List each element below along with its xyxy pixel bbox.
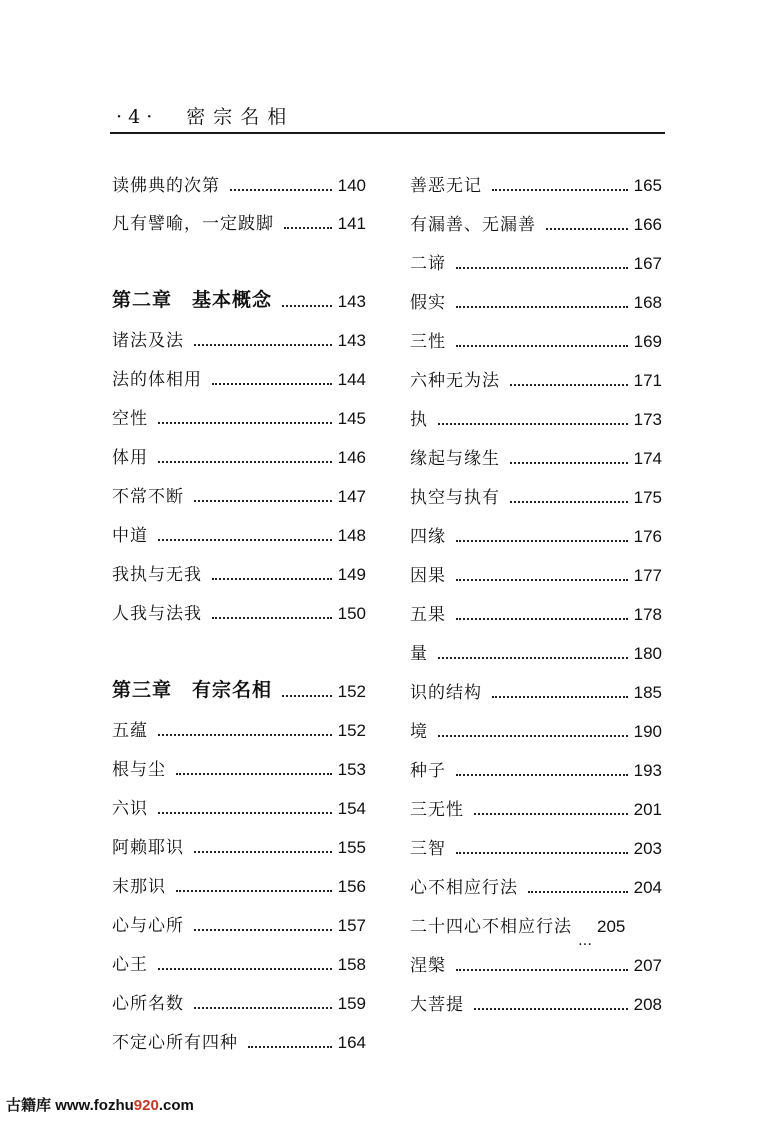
toc-leader-dots	[158, 734, 332, 736]
watermark-footer	[6, 1094, 194, 1115]
toc-leader-dots	[194, 929, 332, 931]
toc-leader-dots	[158, 968, 332, 970]
toc-entry-title: 第三章 有宗名相	[112, 679, 273, 701]
toc-leader-dots	[212, 383, 332, 385]
toc-entry	[410, 946, 662, 976]
toc-leader-dots	[158, 461, 332, 463]
toc-entry	[410, 556, 662, 586]
toc-entry-title: 五蕴	[112, 721, 148, 741]
toc-entry	[112, 399, 366, 429]
toc-entry-title: 假实	[410, 293, 446, 313]
toc-entry-title: 阿赖耶识	[112, 838, 184, 858]
toc-entry-title: 执空与执有	[410, 488, 500, 508]
toc-leader-dots	[546, 228, 628, 230]
toc-entry	[112, 166, 366, 196]
toc-entry-title: 缘起与缘生	[410, 449, 500, 469]
toc-entry	[410, 829, 662, 859]
toc-entry	[112, 321, 366, 351]
toc-entry-title: 读佛典的次第	[112, 176, 220, 196]
toc-page-number: 171	[633, 371, 662, 390]
toc-entry-title: 体用	[112, 448, 148, 468]
toc-entry-title: 识的结构	[410, 683, 482, 703]
toc-page-number: 152	[337, 682, 366, 701]
toc-entry-title: 心与心所	[112, 916, 184, 936]
toc-page-number: 204	[633, 878, 662, 897]
toc-entry-title: 中道	[112, 526, 148, 546]
toc-entry-title: 量	[410, 644, 428, 664]
toc-page-number: 180	[633, 644, 662, 663]
toc-page-number: 205	[597, 917, 626, 936]
toc-entry-title: 凡有譬喻，一定跛脚	[112, 214, 274, 234]
toc-page-number: 146	[337, 448, 366, 467]
toc-entry-title: 二谛	[410, 254, 446, 274]
toc-entry	[112, 438, 366, 468]
toc-entry	[410, 751, 662, 781]
toc-entry	[410, 634, 662, 664]
toc-entry	[410, 478, 662, 508]
toc-entry	[112, 984, 366, 1014]
toc-page-number: 141	[337, 214, 366, 233]
toc-page-number: 165	[633, 176, 662, 195]
toc-leader-dots	[158, 812, 332, 814]
toc-entry	[112, 750, 366, 780]
toc-entry-title: 心不相应行法	[410, 878, 518, 898]
toc-leader-dots	[510, 384, 628, 386]
toc-entry-title: 种子	[410, 761, 446, 781]
toc-page-number: 145	[337, 409, 366, 428]
toc-entry-title: 心所名数	[112, 994, 184, 1014]
toc-page-number: 178	[633, 605, 662, 624]
toc-entry	[410, 790, 662, 820]
toc-entry	[112, 555, 366, 585]
toc-entry	[112, 711, 366, 741]
toc-entry-title: 有漏善、无漏善	[410, 215, 536, 235]
toc-page-number: 166	[633, 215, 662, 234]
toc-entry	[112, 789, 366, 819]
toc-entry-title: 末那识	[112, 877, 166, 897]
toc-page-number: 175	[633, 488, 662, 507]
toc-entry	[112, 1023, 366, 1053]
toc-entry	[410, 712, 662, 742]
site-url: www.fozhu920.com	[55, 1097, 194, 1114]
toc-entry-title: 六识	[112, 799, 148, 819]
toc-page-number: 143	[337, 331, 366, 350]
toc-leader-dots	[456, 345, 628, 347]
toc-leader-dots	[456, 579, 628, 581]
toc-leader-dots	[282, 695, 332, 697]
toc-page-number: 208	[633, 995, 662, 1014]
header-rule	[110, 132, 665, 134]
toc-entry	[410, 322, 662, 352]
toc-leader-dots	[284, 227, 332, 229]
toc-leader-dots	[248, 1046, 332, 1048]
toc-entry-title: 人我与法我	[112, 604, 202, 624]
toc-entry-title: 执	[410, 410, 428, 430]
toc-page-number: 176	[633, 527, 662, 546]
toc-chapter-entry	[112, 282, 366, 312]
toc-entry-title: 境	[410, 722, 428, 742]
toc-entry-title: 第二章 基本概念	[112, 289, 273, 311]
toc-entry	[112, 828, 366, 858]
toc-leader-dots	[194, 500, 332, 502]
toc-entry	[112, 867, 366, 897]
toc-entry	[410, 244, 662, 274]
toc-leader-dots	[212, 617, 332, 619]
running-header	[116, 102, 294, 129]
toc-entry	[112, 906, 366, 936]
toc-entry	[112, 204, 366, 234]
toc-page-number: 193	[633, 761, 662, 780]
toc-leader-dots	[194, 1007, 332, 1009]
toc-entry-title: 心王	[112, 955, 148, 975]
toc-entry-title: 二十四心不相应行法	[410, 917, 572, 937]
book-title: 密宗名相	[186, 106, 295, 128]
toc-page-number: 177	[633, 566, 662, 585]
toc-leader-dots	[194, 344, 332, 346]
toc-entry-title: 善恶无记	[410, 176, 482, 196]
toc-entry	[410, 166, 662, 196]
toc-page-number: 155	[337, 838, 366, 857]
toc-leader-dots	[456, 774, 628, 776]
toc-entry-title: 根与尘	[112, 760, 166, 780]
toc-entry-title: 法的体相用	[112, 370, 202, 390]
toc-leader-dots	[456, 969, 628, 971]
toc-page-number: 174	[633, 449, 662, 468]
toc-leader-dots	[492, 696, 628, 698]
toc-entry	[112, 360, 366, 390]
toc-page-number: 154	[337, 799, 366, 818]
toc-entry	[410, 868, 662, 898]
toc-leader-dots	[456, 852, 628, 854]
toc-page-number: 167	[633, 254, 662, 273]
toc-page-number: 152	[337, 721, 366, 740]
toc-entry	[410, 985, 662, 1015]
toc-entry	[112, 594, 366, 624]
toc-leader-dots	[230, 189, 332, 191]
toc-leader-dots	[456, 267, 628, 269]
toc-entry	[112, 477, 366, 507]
toc-page-number: 157	[337, 916, 366, 935]
toc-page-number: 143	[337, 292, 366, 311]
toc-leader-dots	[438, 657, 628, 659]
toc-page-number: 153	[337, 760, 366, 779]
toc-leader-dots	[176, 773, 332, 775]
toc-entry	[410, 439, 662, 469]
toc-page-number: 168	[633, 293, 662, 312]
toc-chapter-entry	[112, 672, 366, 702]
toc-entry	[112, 516, 366, 546]
toc-entry-title: 不常不断	[112, 487, 184, 507]
toc-entry-title: 诸法及法	[112, 331, 184, 351]
toc-leader-dots	[158, 539, 332, 541]
toc-entry	[410, 283, 662, 313]
toc-entry-title: 三智	[410, 839, 446, 859]
toc-page-number: 144	[337, 370, 366, 389]
toc-page-number: 201	[633, 800, 662, 819]
toc-leader-dots	[282, 305, 332, 307]
toc-leader-dots	[438, 423, 628, 425]
toc-page-number: 140	[337, 176, 366, 195]
toc-leader-dots	[158, 422, 332, 424]
toc-leader-dots	[438, 735, 628, 737]
toc-page-number: 207	[633, 956, 662, 975]
toc-page-number: 149	[337, 565, 366, 584]
toc-leader-dots	[212, 578, 332, 580]
toc-page-number: 173	[633, 410, 662, 429]
toc-page-number: 150	[337, 604, 366, 623]
toc-leader-dots	[456, 540, 628, 542]
toc-page-number: 169	[633, 332, 662, 351]
toc-leader-dots	[474, 813, 628, 815]
toc-leader-dots	[456, 306, 628, 308]
toc-entry: 二十四心不相应行法 … 205	[410, 907, 662, 937]
toc-entry	[410, 361, 662, 391]
toc-page-number: 203	[633, 839, 662, 858]
toc-page-number: 156	[337, 877, 366, 896]
toc-leader-dots	[474, 1008, 628, 1010]
site-name: 古籍库	[6, 1097, 52, 1114]
toc-entry	[112, 945, 366, 975]
toc-entry	[410, 673, 662, 703]
page-number: · 4 ·	[116, 106, 153, 128]
toc-leader-dots	[176, 890, 332, 892]
toc-entry-title: 空性	[112, 409, 148, 429]
toc-page-number: 164	[337, 1033, 366, 1052]
toc-page-number: 190	[633, 722, 662, 741]
toc-leader-dots	[194, 851, 332, 853]
toc-entry-title: 三性	[410, 332, 446, 352]
toc-entry-title: 五果	[410, 605, 446, 625]
toc-leader-dots	[510, 462, 628, 464]
toc-entry-title: 我执与无我	[112, 565, 202, 585]
toc-entry-title: 三无性	[410, 800, 464, 820]
toc-page-number: 147	[337, 487, 366, 506]
toc-leader-dots	[492, 189, 628, 191]
toc-entry-title: 因果	[410, 566, 446, 586]
toc-entry-title: 大菩提	[410, 995, 464, 1015]
toc-leader-dots	[456, 618, 628, 620]
toc-page-number: 158	[337, 955, 366, 974]
toc-page-number: 185	[633, 683, 662, 702]
toc-leader-dots	[528, 891, 628, 893]
toc-entry-title: 涅槃	[410, 956, 446, 976]
toc-entry-title: 四缘	[410, 527, 446, 547]
toc-entry	[410, 595, 662, 625]
toc-entry	[410, 400, 662, 430]
toc-entry-title: 六种无为法	[410, 371, 500, 391]
toc-page-number: 159	[337, 994, 366, 1013]
toc-entry	[410, 205, 662, 235]
toc-leader-dots	[510, 501, 628, 503]
toc-page-number: 148	[337, 526, 366, 545]
toc-entry	[410, 517, 662, 547]
toc-entry-title: 不定心所有四种	[112, 1033, 238, 1053]
